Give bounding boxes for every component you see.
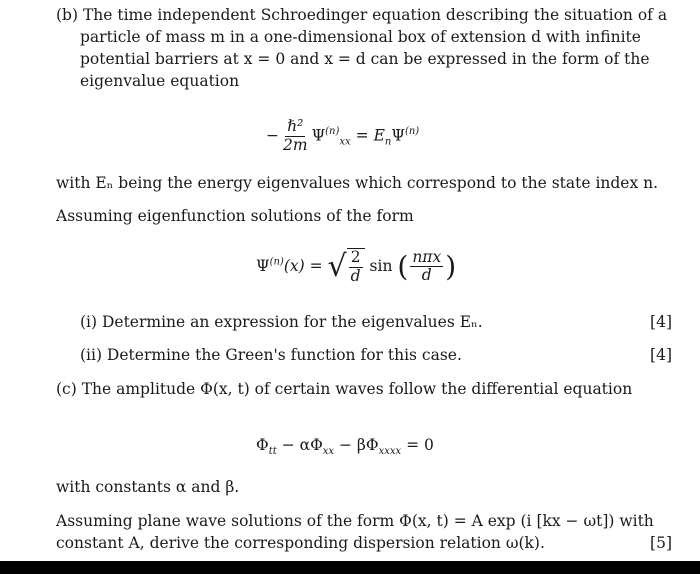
equals-zero: = 0 (401, 436, 434, 454)
question-i: (i) Determine an expression for the eigenvalues Eₙ. (80, 313, 483, 331)
wave-equation (256, 436, 434, 458)
part-b-line-2: particle of mass m in a one-dimensional box of extension d with infinite (80, 28, 641, 46)
phi-symbol: Φ (256, 436, 269, 454)
fraction-denominator: 2m (283, 135, 308, 154)
energy-subscript: n (384, 136, 392, 148)
psi-symbol-rhs: Ψ (391, 126, 405, 145)
alpha-term: − αΦ (276, 436, 323, 454)
question-ii-marks: [4] (650, 346, 672, 364)
phi-subscript-tt: tt (268, 446, 277, 458)
psi-superscript: (n) (269, 256, 284, 268)
question-ii: (ii) Determine the Green's function for this case. (80, 346, 462, 364)
bottom-black-bar (0, 561, 700, 574)
energy-symbol: E (373, 126, 385, 145)
part-b-line-4: eigenvalue equation (80, 72, 240, 90)
beta-term: − βΦ (334, 436, 379, 454)
psi-symbol: Ψ (256, 256, 270, 275)
eigenfunction-intro: Assuming eigenfunction solutions of the form (56, 207, 414, 225)
psi-superscript-rhs: (n) (404, 126, 420, 138)
phi-subscript-xxxx: xxxx (378, 446, 402, 458)
equals-sign: = (355, 126, 369, 145)
psi-argument: (x) = (283, 256, 323, 275)
psi-symbol: Ψ (311, 126, 326, 145)
part-c-line-1: (c) The amplitude Φ(x, t) of certain waves follow the differential equation (56, 380, 633, 398)
part-b-line-3: potential barriers at x = 0 and x = d can be expressed in the form of the (80, 50, 650, 68)
question-i-marks: [4] (650, 313, 672, 331)
psi-subscript: xx (339, 136, 351, 148)
sine-numerator: nπx (412, 247, 442, 266)
part-c-marks: [5] (650, 534, 672, 552)
square-root: √ $\frac{2}{d}$ (328, 248, 365, 286)
eigenfunction-equation: $\Psi^{(n)}(x)$ = √ $\frac{2}{d}$ sin ( $\frac{\text{nπx}}{d}$ ) (256, 247, 457, 285)
sine-argument-fraction (410, 249, 443, 286)
minus-sign: − (266, 126, 279, 145)
schroedinger-equation (266, 118, 419, 155)
plane-wave-line-2: constant A, derive the corresponding dispersion relation ω(k). (56, 534, 545, 552)
hbar-fraction (281, 118, 310, 155)
sine-denominator: d (421, 266, 432, 285)
eigenvalue-description: with Eₙ being the energy eigenvalues which correspond to the state index n. (56, 174, 659, 192)
sqrt-denominator: d (350, 266, 361, 285)
phi-subscript-xx: xx (322, 446, 335, 458)
constants-line: with constants α and β. (56, 478, 240, 496)
psi-superscript: (n) (325, 126, 340, 138)
sine-function: sin (369, 256, 393, 275)
sqrt-numerator: 2 (350, 248, 361, 266)
plane-wave-line-1: Assuming plane wave solutions of the form Φ(x, t) = A exp (i [kx − ωt]) with (56, 512, 654, 530)
fraction-numerator: ℏ² (287, 117, 304, 135)
part-b-line-1: (b) The time independent Schroedinger equation describing the situation of a (56, 6, 668, 24)
